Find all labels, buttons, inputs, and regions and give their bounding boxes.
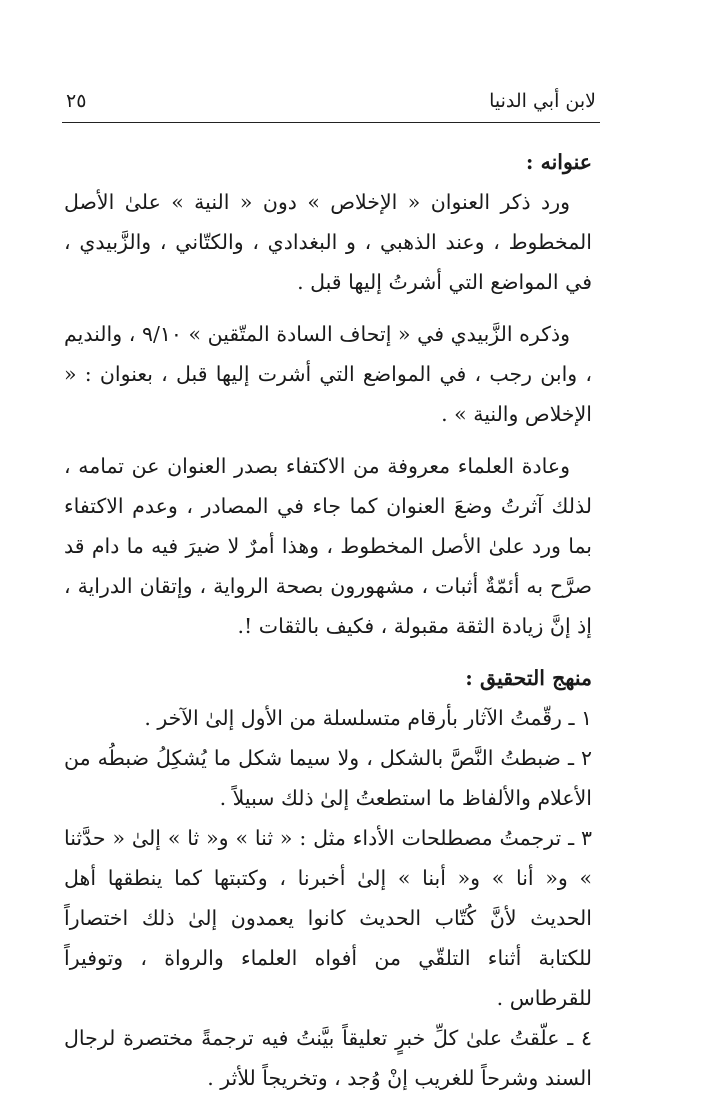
page-number: ٢٥ bbox=[66, 90, 87, 112]
page-body bbox=[64, 142, 592, 1098]
method-item-3: ٣ ـ ترجمتُ مصطلحات الأداء مثل : « ثنا » و« ثا » إلىٰ « حدَّثنا » و« أنا » و« أبنا » إلىٰ أخبرنا ، وكتبتها كما ينطقها أهل الحديث لأنَّ كُتّاب الحديث كانوا يعمدون إلىٰ ذلك اختصاراً للكتابة أثناء التلقّي من أفواه العلماء والرواة ، وتوفيراً للقرطاس . bbox=[64, 826, 592, 1010]
section-heading-method: منهج التحقيق : bbox=[465, 666, 592, 690]
method-item-2: ٢ ـ ضبطتُ النَّصَّ بالشكل ، ولا سيما شكل ما يُشكِلُ ضبطُه من الأعلام والألفاظ ما استطعتُ إلىٰ ذلك سبيلاً . bbox=[64, 746, 592, 810]
paragraph-2: وذكره الزَّبيدي في « إتحاف السادة المتّقين » ٩/١٠ ، والنديم ، وابن رجب ، في المواضع التي أشرت إليها قبل ، بعنوان : « الإخلاص والنية » . bbox=[64, 322, 592, 426]
running-title: لابن أبي الدنيا bbox=[489, 90, 596, 112]
method-item-1: ١ ـ رقّمتُ الآثار بأرقام متسلسلة من الأول إلىٰ الآخر . bbox=[144, 706, 592, 730]
paragraph-3: وعادة العلماء معروفة من الاكتفاء بصدر العنوان عن تمامه ، لذلك آثرتُ وضعَ العنوان كما جاء في المصادر ، وعدم الاكتفاء بما ورد علىٰ الأصل المخطوط ، وهذا أمرٌ لا ضيرَ فيه ما دام قد صرَّح به أئمّةٌ أثبات ، مشهورون بصحة الرواية ، وإتقان الدراية ، إذ إنَّ زيادة الثقة مقبولة ، فكيف بالثقات !. bbox=[64, 454, 592, 638]
page-header bbox=[62, 86, 600, 123]
paragraph-1: ورد ذكر العنوان « الإخلاص » دون « النية » علىٰ الأصل المخطوط ، وعند الذهبي ، و البغدادي ، والكتّاني ، والزَّبيدي ، في المواضع التي أشرتُ إليها قبل . bbox=[64, 190, 592, 294]
section-heading-title: عنوانه : bbox=[525, 150, 592, 174]
method-item-4: ٤ ـ علّقتُ علىٰ كلِّ خبرٍ تعليقاً بيَّنتُ فيه ترجمةً مختصرة لرجال السند وشرحاً للغريب إنْ وُجد ، وتخريجاً للأثر . bbox=[64, 1026, 592, 1090]
